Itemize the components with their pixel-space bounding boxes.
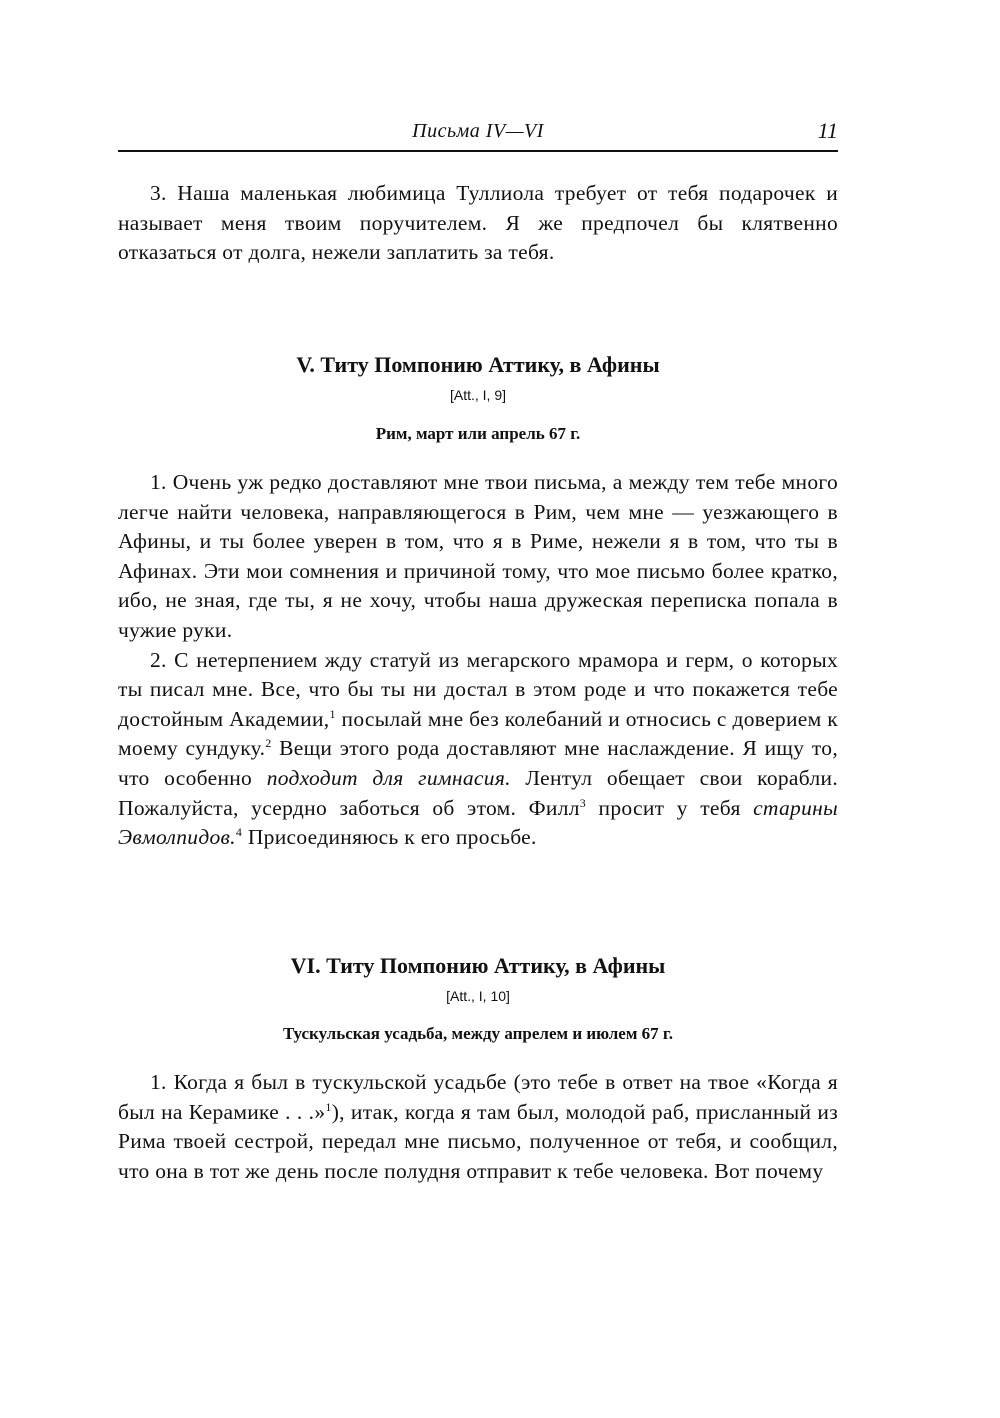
footnote-marker: 1: [325, 1099, 332, 1114]
letter-6-text: [118, 1068, 838, 1186]
footnote-marker: 3: [579, 795, 587, 810]
letter-5-title: V. Титу Помпонию Аттику, в Афины: [296, 352, 660, 377]
intro-text: [118, 179, 838, 268]
footnote-marker: 4: [235, 824, 243, 839]
paragraph: 3. Наша маленькая любимица Туллиола требует от тебя подарочек и называет меня твоим поручителем. Я же предпочел бы клятвенно отказаться от долга, нежели заплатить за тебя.: [118, 181, 838, 265]
page-number: 11: [817, 118, 838, 143]
letter-6-place-date: Тускульская усадьба, между апрелем и июлем 67 г.: [283, 1024, 673, 1043]
letter-5-reference: [Att., I, 9]: [449, 387, 507, 403]
paragraph: 1. Когда я был в тускульской усадьбе (это тебе в ответ на твое «Когда я был на Керамике . . .»$^1$), итак, когда я там был, молодой раб, присланный из Рима твоей сестрой, передал мне письмо, полученное от тебя, и сообщил, что она в тот же день после полудня отправит к тебе человека. Вот почему: [118, 1070, 838, 1183]
letter-5-place-date: Рим, март или апрель 67 г.: [375, 424, 581, 443]
running-title: Письма IV—VI: [412, 120, 544, 142]
paragraph: 2. С нетерпением жду статуй из мегарского мрамора и герм, о которых ты писал мне. Все, что бы ты ни достал в этом роде и что покажется тебе достойным Академии,$^1$ посылай мне без колебаний и относись с доверием к моему сундуку.$^2$ Вещи этого рода доставляют мне наслаждение. Я ищу то, что особенно подходит для гимнасия. Лентул обещает свои корабли. Пожалуйста, усердно заботься об этом. Филл$^3$ просит у тебя старины Эвмолпидов.$^4$ Присоединяюсь к его просьбе.: [118, 647, 838, 850]
letter-6-title: VI. Титу Помпонию Аттику, в Афины: [290, 953, 666, 978]
footnote-marker: 2: [265, 736, 272, 751]
letter-6-reference: [Att., I, 10]: [446, 988, 510, 1004]
footnote-marker: 1: [329, 706, 336, 721]
running-header: [118, 118, 838, 152]
letter-5-text: [118, 468, 838, 853]
paragraph: 1. Очень уж редко доставляют мне твои письма, а между тем тебе много легче найти человека, направляющегося в Рим, чем мне — уезжающего в Афины, и ты более уверен в том, что я в Риме, нежели я в том, что ты в Афинах. Эти мои сомнения и причиной тому, что мое письмо более кратко, ибо, не зная, где ты, я не хочу, чтобы наша дружеская переписка попала в чужие руки.: [118, 470, 838, 642]
